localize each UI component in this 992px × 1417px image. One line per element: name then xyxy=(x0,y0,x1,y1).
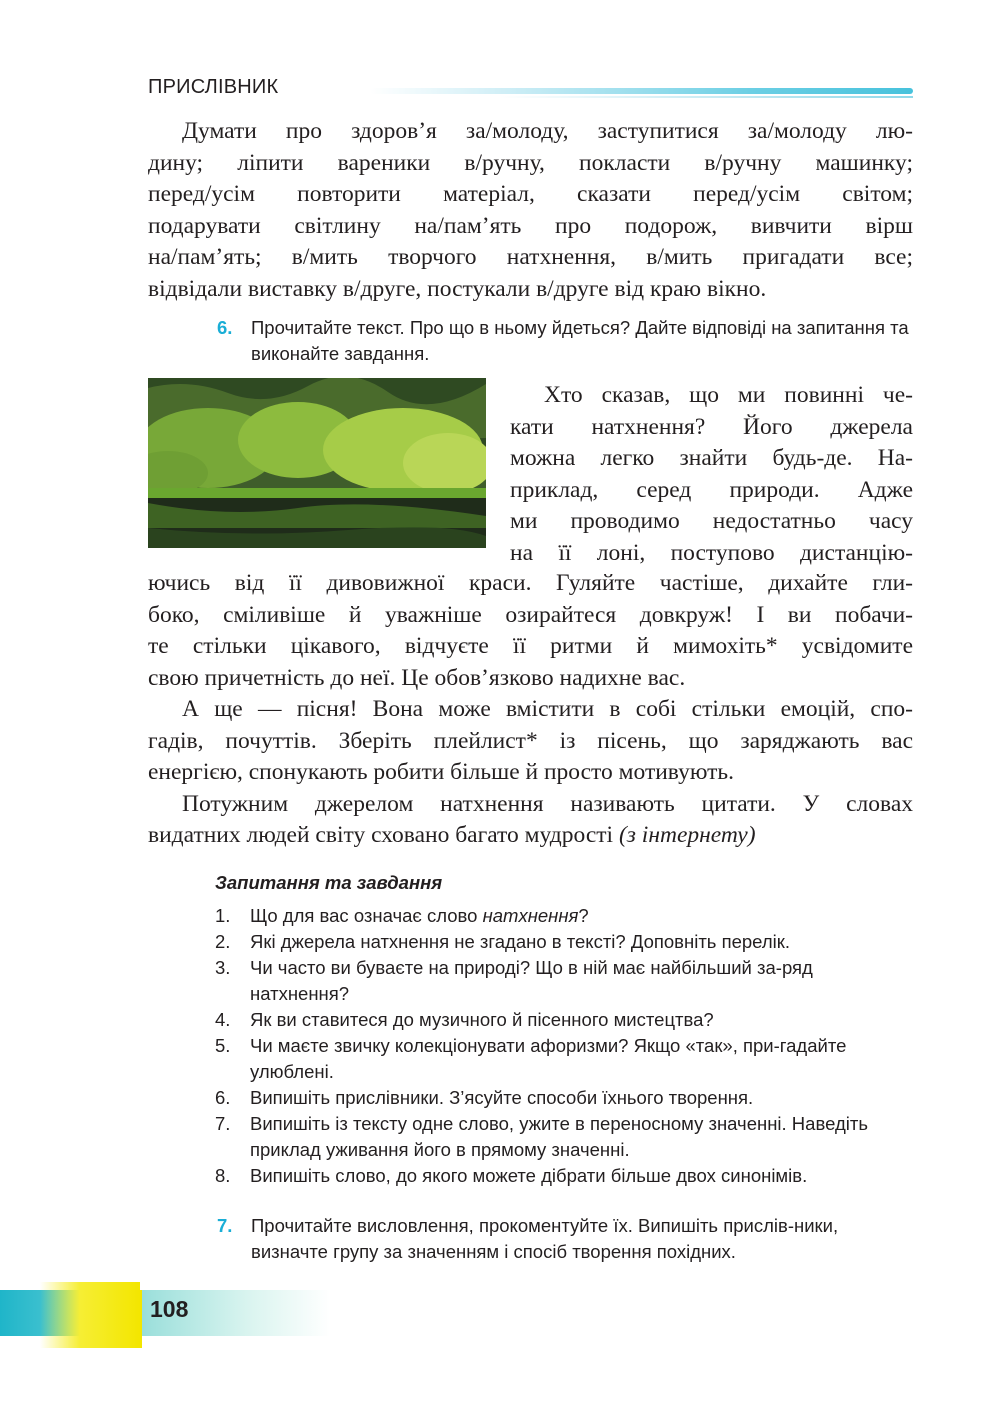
page-number: 108 xyxy=(150,1296,189,1322)
list-item xyxy=(215,1111,915,1163)
text-line: свою причетність до неї. Це обов’язково надихне вас. xyxy=(148,664,686,691)
item-number: 2. xyxy=(215,931,231,952)
item-text: Випишіть прислівники. З’ясуйте способи їхнього творення. xyxy=(250,1087,754,1108)
item-text: Що для вас означає слово xyxy=(250,905,483,926)
item-number: 6. xyxy=(215,1087,231,1108)
header-rule xyxy=(370,88,913,94)
list-item xyxy=(215,1085,915,1111)
text-line: Хто сказав, що ми повинні че- xyxy=(544,382,913,408)
text-line: А ще — пісня! Вона може вмістити в собі стільки емоцій, спо- xyxy=(182,696,913,722)
footer-accent xyxy=(40,1282,140,1348)
text-line: ючись від її дивовижної краси. Гуляйте частіше, дихайте гли- xyxy=(148,570,913,596)
text-line: можна легко знайти будь-де. На- xyxy=(510,445,913,471)
list-item xyxy=(215,1007,915,1033)
item-text: Чи маєте звичку колекціонувати афоризми? Якщо «так», при-гадайте улюблені. xyxy=(250,1035,847,1082)
text-line: те стільки цікавого, відчуєте її ритми й мимохіть* усвідомите xyxy=(148,633,913,659)
task-instruction: Прочитайте текст. Про що в ньому йдеться? Дайте відповіді на запитання та виконайте завдання. xyxy=(251,317,909,364)
item-text: Як ви ставитеся до музичного й пісенного мистецтва? xyxy=(250,1009,714,1030)
text-line: Думати про здоров’я за/молоду, заступитися за/молоду лю- xyxy=(182,118,913,144)
forest-lake-photo xyxy=(148,378,486,548)
list-item xyxy=(215,929,915,955)
exercise-5-text xyxy=(148,116,913,305)
text-line: Потужним джерелом натхнення називають цитати. У словах xyxy=(182,790,913,817)
list-item xyxy=(215,1163,915,1189)
list-item xyxy=(215,955,915,1007)
list-item xyxy=(215,903,915,929)
text-line-content: видатних людей світу сховано багато мудрості xyxy=(148,822,614,848)
text-line: відвідали виставку в/друге, постукали в/друге від краю вікно. xyxy=(148,275,767,302)
text-line: подарувати світлину на/пам’ять про подорож, вивчити вірш xyxy=(148,212,913,239)
text-line: гадів, почуттів. Зберіть плейлист* із пісень, що заряджають вас xyxy=(148,727,913,754)
questions-list xyxy=(215,903,915,1189)
item-text: Випишіть із тексту одне слово, ужите в переносному значенні. Наведіть приклад уживання його в прямому значенні. xyxy=(250,1113,868,1160)
list-item xyxy=(215,1033,915,1085)
item-text: Чи часто ви буваєте на природі? Що в ній має найбільший за-ряд натхнення? xyxy=(250,957,813,1004)
text-line: перед/усім повторити матеріал, сказати перед/усім світом; xyxy=(148,181,913,207)
text-line: ми проводимо недостатньо часу xyxy=(510,508,913,534)
text-line: енергією, спонукають робити більше й просто мотивують. xyxy=(148,759,734,785)
item-text: Які джерела натхнення не згадано в тексті? Доповніть перелік. xyxy=(250,931,790,952)
exercise-6-text-full xyxy=(148,568,913,852)
section-title: ПРИСЛІВНИК xyxy=(148,76,279,98)
task-number: 6. xyxy=(217,317,233,338)
forest-lake-illustration xyxy=(148,378,486,548)
item-number: 5. xyxy=(215,1035,231,1056)
item-emphasis: натхнення xyxy=(482,905,579,926)
text-line: дину; ліпити вареники в/ручну, покласти в/ручну машинку; xyxy=(148,149,913,176)
item-number: 1. xyxy=(215,905,231,926)
item-text: ? xyxy=(578,905,589,926)
task-7 xyxy=(217,1213,917,1265)
task-instruction: Прочитайте висловлення, прокоментуйте їх. Випишіть прислів-ники, визначте групу за значенням і спосіб творення похідних. xyxy=(251,1215,839,1262)
item-number: 3. xyxy=(215,957,231,978)
item-number: 8. xyxy=(215,1165,231,1186)
task-6 xyxy=(217,315,917,367)
text-line: на/пам’ять; в/мить творчого натхнення, в/мить пригадати все; xyxy=(148,244,913,270)
item-number: 4. xyxy=(215,1009,231,1030)
text-line xyxy=(148,820,913,852)
questions-heading: Запитання та завдання xyxy=(215,872,443,893)
text-line: боко, сміливіше й уважніше озирайтеся довкруж! І ви побачи- xyxy=(148,601,913,628)
text-line: кати натхнення? Його джерела xyxy=(510,413,913,440)
item-number: 7. xyxy=(215,1113,231,1134)
footer-accent-edge xyxy=(140,1290,142,1348)
header-rule-thin xyxy=(500,96,913,98)
text-line: приклад, серед природи. Адже xyxy=(510,476,913,503)
source-note: (з інтернету) xyxy=(618,822,756,848)
task-number: 7. xyxy=(217,1215,233,1236)
exercise-6-text-side xyxy=(510,380,913,569)
item-text: Випишіть слово, до якого можете дібрати більше двох синонімів. xyxy=(250,1165,808,1186)
text-line: на її лоні, поступово дистанцію- xyxy=(510,539,913,566)
